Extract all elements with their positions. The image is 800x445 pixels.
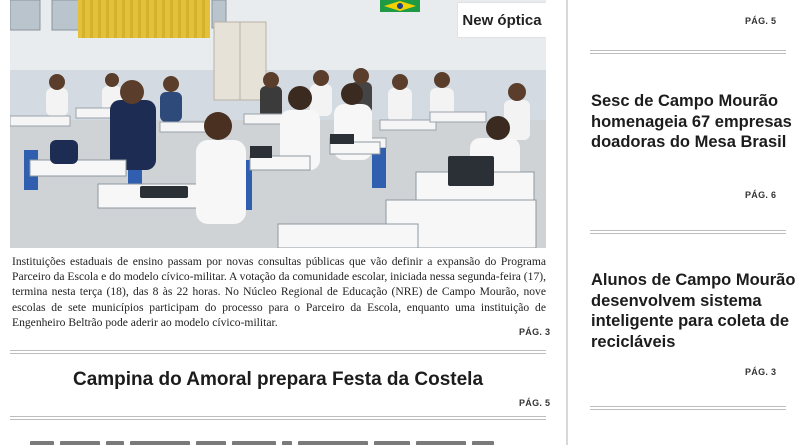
costela-headline[interactable]: Campina do Amoral prepara Festa da Costela <box>72 369 484 390</box>
sidebar-divider-3 <box>590 406 786 410</box>
costela-page: PÁG. 5 <box>519 398 551 408</box>
sidebar-page-sesc: PÁG. 6 <box>745 190 777 200</box>
sidebar-divider-1 <box>590 50 786 54</box>
sidebar-page-reciclaveis: PÁG. 3 <box>745 367 777 377</box>
section-divider-bottom <box>10 416 546 420</box>
sidebar-headline-sesc[interactable]: Sesc de Campo Mourão homenageia 67 empresas doadoras do Mesa Brasil <box>591 92 792 151</box>
cut-off-text-row <box>30 434 550 445</box>
column-divider <box>566 0 568 445</box>
sidebar-headline-reciclaveis[interactable]: Alunos de Campo Mourão desenvolvem sistema inteligente para coleta de recicláveis <box>591 271 796 351</box>
sidebar-divider-2 <box>590 230 786 234</box>
section-divider <box>10 350 546 354</box>
main-story-page: PÁG. 3 <box>519 327 551 337</box>
sidebar-top-page: PÁG. 5 <box>745 16 777 26</box>
brand-logo: New óptica <box>457 2 546 38</box>
classroom-photo[interactable] <box>10 0 546 248</box>
sidebar <box>570 0 800 445</box>
main-story-caption[interactable]: Instituições estaduais de ensino passam por novas consultas públicas que vão definir a expansão do Programa Parceiro da Escola e do modelo cívico-militar. A votação da comunidade escolar, iniciada nessa segunda-feira (17), termina nesta terça (18), das 8 às 22 horas. No Núcleo Regional de Educação (NRE) de Campo Mourão, nove escolas de sete municípios participam do processo para o Parceiro da Escola, enquanto uma instituição de Engenheiro Beltrão pode aderir ao modelo cívico-militar. <box>12 255 546 329</box>
